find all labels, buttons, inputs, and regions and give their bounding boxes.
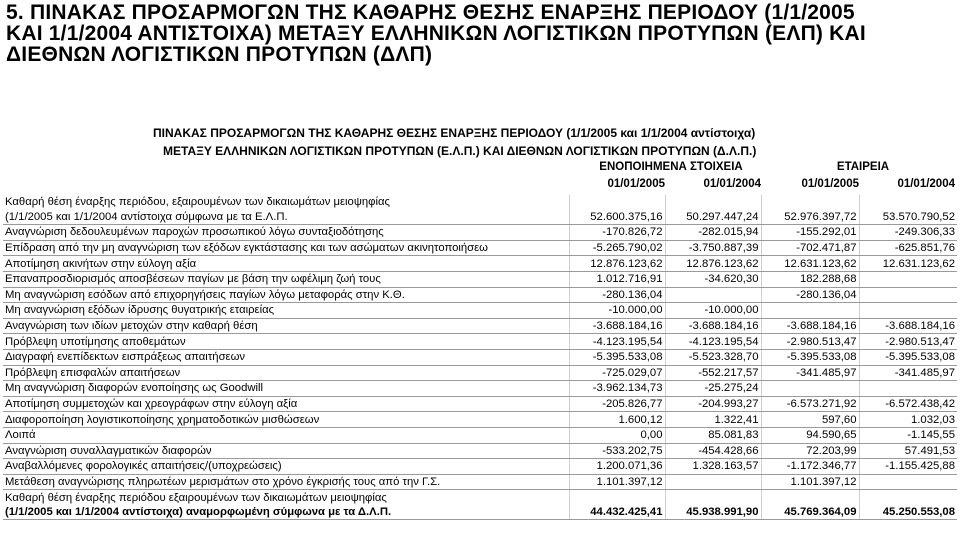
value-cell: -204.993,27 — [665, 396, 761, 412]
value-cell: -280.136,04 — [569, 287, 665, 303]
value-cell: -4.123.195,54 — [665, 334, 761, 350]
table-row — [3, 505, 957, 520]
table-row — [3, 427, 957, 443]
value-cell: 0,00 — [569, 427, 665, 443]
table-row — [3, 225, 957, 241]
value-cell: 182.288,68 — [761, 271, 859, 287]
table-heading-line-1: ΠΙΝΑΚΑΣ ΠΡΟΣΑΡΜΟΓΩΝ ΤΗΣ ΚΑΘΑΡΗΣ ΘΕΣΗΣ ΕΝΑΡΞΗΣ ΠΕΡΙΟΔΟΥ (1/1/2005 και 1/1/2004 αντίστοιχα) — [153, 126, 756, 140]
value-cell: -155.292,01 — [761, 225, 859, 241]
table-row — [3, 459, 957, 475]
value-cell: 12.631.123,62 — [761, 256, 859, 272]
value-cell: 12.876.123,62 — [665, 256, 761, 272]
company-group-label: ΕΤΑΙΡΕΙΑ — [836, 161, 890, 173]
table-row — [3, 334, 957, 350]
value-cell: -3.688.184,16 — [859, 318, 957, 334]
value-cell: -1.172.346,77 — [761, 459, 859, 475]
value-cell: -170.826,72 — [569, 225, 665, 241]
table-heading-line-2: ΜΕΤΑΞΥ ΕΛΛΗΝΙΚΩΝ ΛΟΓΙΣΤΙΚΩΝ ΠΡΟΤΥΠΩΝ (Ε.Λ.Π.) ΚΑΙ ΔΙΕΘΝΩΝ ΛΟΓΙΣΤΙΚΩΝ ΠΡΟΤΥΠΩΝ (Δ.Λ.Π.) — [163, 144, 757, 158]
value-cell: -341.485,97 — [761, 365, 859, 381]
row-label: Πρόβλεψη επισφαλών απαιτήσεων — [3, 365, 569, 381]
table-row — [3, 365, 957, 381]
value-cell: 12.631.123,62 — [859, 256, 957, 272]
row-label: Καθαρή θέση έναρξης περιόδου, εξαιρουμένων των δικαιωμάτων μειοψηφίας — [5, 196, 390, 209]
value-cell: -249.306,33 — [859, 225, 957, 241]
value-cell: 57.491,53 — [859, 443, 957, 459]
value-cell: -3.962.134,73 — [569, 381, 665, 397]
consolidated-group-label: ΕΝΟΠΟΙΗΜΕΝΑ ΣΤΟΙΧΕΙΑ — [599, 161, 743, 173]
value-cell — [859, 474, 957, 490]
table-row — [3, 256, 957, 272]
table-row — [3, 490, 957, 505]
value-cell: -3.750.887,39 — [665, 240, 761, 256]
table-row — [3, 349, 957, 365]
value-cell — [665, 287, 761, 303]
value-cell: -5.395.533,08 — [569, 349, 665, 365]
column-group-header — [3, 161, 957, 177]
value-cell — [665, 474, 761, 490]
date-header: 01/01/2005 — [607, 178, 665, 190]
table-row — [3, 412, 957, 428]
value-cell: -552.217,57 — [665, 365, 761, 381]
row-label: Καθαρή θέση έναρξης περιόδου εξαιρουμένων των δικαιωμάτων μειοψηφίας — [5, 491, 387, 504]
value-cell: 1.101.397,12 — [569, 474, 665, 490]
value-cell: -5.523.328,70 — [665, 349, 761, 365]
value-cell: -5.395.533,08 — [859, 349, 957, 365]
row-label: Αποτίμηση ακινήτων στην εύλογη αξία — [3, 256, 569, 272]
value-cell: -3.688.184,16 — [761, 318, 859, 334]
row-label: Αποτίμηση συμμετοχών και χρεογράφων στην εύλογη αξία — [3, 396, 569, 412]
table-row — [3, 210, 957, 225]
value-cell — [859, 490, 957, 505]
value-cell — [569, 490, 665, 505]
value-cell: 45.250.553,08 — [859, 505, 957, 520]
value-cell — [665, 490, 761, 505]
row-label: Διαφοροποίηση λογιστικοποίησης χρηματοδοτικών μισθώσεων — [3, 412, 569, 428]
adjustments-table-body — [3, 195, 957, 520]
date-header: 01/01/2004 — [703, 178, 761, 190]
slide-title — [6, 2, 956, 65]
row-label: Αναγνώριση των ιδίων μετοχών στην καθαρή θέση — [3, 318, 569, 334]
value-cell: 1.200.071,36 — [569, 459, 665, 475]
value-cell — [859, 303, 957, 319]
value-cell: -5.395.533,08 — [761, 349, 859, 365]
table-row — [3, 443, 957, 459]
value-cell: -1.145,55 — [859, 427, 957, 443]
value-cell: 53.570.790,52 — [859, 210, 957, 225]
value-cell: 85.081,83 — [665, 427, 761, 443]
table-row — [3, 287, 957, 303]
value-cell: 1.328.163,57 — [665, 459, 761, 475]
value-cell: 45.769.364,09 — [761, 505, 859, 520]
row-label: Αναβαλλόμενες φορολογικές απαιτήσεις/(υποχρεώσεις) — [3, 459, 569, 475]
value-cell: -4.123.195,54 — [569, 334, 665, 350]
value-cell: -725.029,07 — [569, 365, 665, 381]
value-cell — [761, 303, 859, 319]
value-cell — [859, 287, 957, 303]
table-row — [3, 240, 957, 256]
table-row — [3, 381, 957, 397]
value-cell: 1.322,41 — [665, 412, 761, 428]
value-cell: 52.600.375,16 — [569, 210, 665, 225]
value-cell: 597,60 — [761, 412, 859, 428]
row-label: (1/1/2005 και 1/1/2004 αντίστοιχα) αναμορφωμένη σύμφωνα με τα Δ.Λ.Π. — [3, 505, 569, 520]
row-label: Μη αναγνώριση εσόδων από επιχορηγήσεις παγίων λόγω μεταφοράς στην Κ.Θ. — [3, 287, 569, 303]
row-label: Επίδραση από την μη αναγνώριση των εξόδων εγκτάστασης και των ασώματων ακινητοποιήσεω — [3, 240, 569, 256]
value-cell: 50.297.447,24 — [665, 210, 761, 225]
row-label: Μετάθεση αναγνώρισης πληρωτέων μερισμάτων στο χρόνο έγκρισής τους από την Γ.Σ. — [3, 474, 569, 490]
value-cell: -702.471,87 — [761, 240, 859, 256]
value-cell: -282.015,94 — [665, 225, 761, 241]
value-cell: -25.275,24 — [665, 381, 761, 397]
value-cell: -2.980.513,47 — [859, 334, 957, 350]
table-row — [3, 271, 957, 287]
value-cell: -2.980.513,47 — [761, 334, 859, 350]
value-cell: -10.000,00 — [665, 303, 761, 319]
value-cell: -454.428,66 — [665, 443, 761, 459]
value-cell — [569, 195, 665, 210]
row-label: Αναγνώριση συναλλαγματικών διαφορών — [3, 443, 569, 459]
value-cell: 44.432.425,41 — [569, 505, 665, 520]
value-cell: -1.155.425,88 — [859, 459, 957, 475]
value-cell: -280.136,04 — [761, 287, 859, 303]
value-cell: 12.876.123,62 — [569, 256, 665, 272]
table-row — [3, 318, 957, 334]
row-label: Πρόβλεψη υποτίμησης αποθεμάτων — [3, 334, 569, 350]
value-cell: -6.573.271,92 — [761, 396, 859, 412]
value-cell: 52.976.397,72 — [761, 210, 859, 225]
value-cell: -6.572.438,42 — [859, 396, 957, 412]
value-cell — [859, 195, 957, 210]
slide-title-line-3: ΔΙΕΘΝΩΝ ΛΟΓΙΣΤΙΚΩΝ ΠΡΟΤΥΠΩΝ (ΔΛΠ) — [6, 43, 433, 66]
adjustments-table — [3, 195, 957, 520]
value-cell: -205.826,77 — [569, 396, 665, 412]
value-cell: -5.265.790,02 — [569, 240, 665, 256]
value-cell — [761, 195, 859, 210]
value-cell: -3.688.184,16 — [665, 318, 761, 334]
date-header: 01/01/2005 — [801, 178, 859, 190]
row-label: Αναγνώριση δεδουλευμένων παροχών προσωπικού λόγω συνταξιοδότησης — [3, 225, 569, 241]
value-cell — [761, 381, 859, 397]
row-label: Επαναπροσδιορισμός αποσβέσεων παγίων με βάση την ωφέλιμη ζωή τους — [3, 271, 569, 287]
slide-title-line-1: 5. ΠΙΝΑΚΑΣ ΠΡΟΣΑΡΜΟΓΩΝ ΤΗΣ ΚΑΘΑΡΗΣ ΘΕΣΗΣ ΕΝΑΡΞΗΣ ΠΕΡΙΟΔΟΥ (1/1/2005 — [6, 1, 855, 24]
spreadsheet-image — [3, 124, 957, 542]
value-cell — [665, 195, 761, 210]
row-label: Λοιπά — [3, 427, 569, 443]
date-header: 01/01/2004 — [897, 178, 955, 190]
value-cell: -341.485,97 — [859, 365, 957, 381]
value-cell — [859, 271, 957, 287]
date-header-row — [3, 178, 957, 194]
table-row — [3, 195, 957, 210]
value-cell: 1.012.716,91 — [569, 271, 665, 287]
value-cell: 1.101.397,12 — [761, 474, 859, 490]
value-cell: -533.202,75 — [569, 443, 665, 459]
value-cell: 1.600,12 — [569, 412, 665, 428]
value-cell — [859, 381, 957, 397]
value-cell: 94.590,65 — [761, 427, 859, 443]
table-row — [3, 396, 957, 412]
value-cell — [761, 490, 859, 505]
table-row — [3, 303, 957, 319]
table-row — [3, 474, 957, 490]
slide-title-line-2: ΚΑΙ 1/1/2004 ΑΝΤΙΣΤΟΙΧΑ) ΜΕΤΑΞΥ ΕΛΛΗΝΙΚΩΝ ΛΟΓΙΣΤΙΚΩΝ ΠΡΟΤΥΠΩΝ (ΕΛΠ) ΚΑΙ — [6, 22, 866, 45]
row-label: Διαγραφή ενεπίδεκτων εισπράξεως απαιτήσεων — [3, 349, 569, 365]
row-label: (1/1/2005 και 1/1/2004 αντίστοιχα σύμφωνα με τα Ε.Λ.Π. — [3, 210, 569, 225]
value-cell: -10.000,00 — [569, 303, 665, 319]
value-cell: 72.203,99 — [761, 443, 859, 459]
value-cell: -34.620,30 — [665, 271, 761, 287]
row-label: Μη αναγνώριση εξόδων ίδρυσης θυγατρικής εταιρείας — [3, 303, 569, 319]
value-cell: 1.032,03 — [859, 412, 957, 428]
row-label: Μη αναγνώριση διαφορών ενοποίησης ως Goodwill — [3, 381, 569, 397]
value-cell: -625.851,76 — [859, 240, 957, 256]
value-cell: -3.688.184,16 — [569, 318, 665, 334]
value-cell: 45.938.991,90 — [665, 505, 761, 520]
